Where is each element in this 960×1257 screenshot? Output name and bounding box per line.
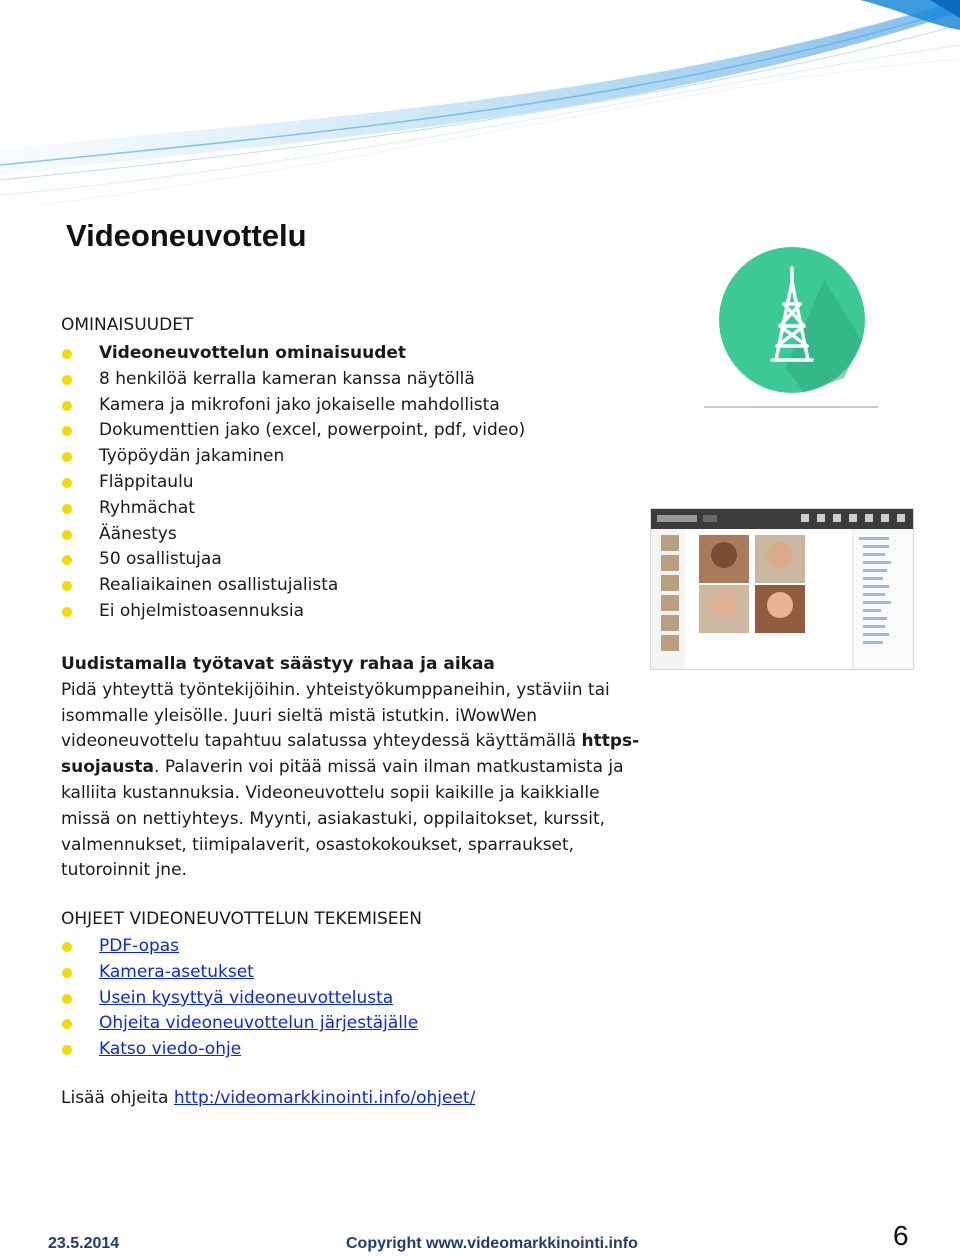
bullet-icon: [62, 530, 72, 540]
list-item: Dokumenttien jako (excel, powerpoint, pdf, video): [61, 418, 525, 444]
more-link[interactable]: http:/videomarkkinointi.info/ohjeet/: [173, 1088, 476, 1108]
instructions-list: [61, 934, 418, 1063]
list-item: [61, 1037, 418, 1063]
bullet-icon: [62, 994, 72, 1004]
tower-icon: [704, 240, 878, 406]
list-item: Videoneuvottelun ominaisuudet: [61, 341, 525, 367]
body-paragraph: [61, 652, 651, 884]
page-number: 6: [893, 1220, 909, 1251]
instructions-heading: OHJEET VIDEONEUVOTTELUN TEKEMISEEN: [61, 909, 423, 929]
meeting-room-screenshot: [650, 508, 914, 670]
bullet-icon: [62, 504, 72, 514]
bullet-icon: [62, 555, 72, 565]
body-heading: Uudistamalla työtavat säästyy rahaa ja aikaa: [61, 654, 495, 674]
list-item: Ryhmächat: [61, 496, 525, 522]
bullet-icon: [62, 942, 72, 952]
video-conference-image: [651, 509, 913, 669]
list-item: [61, 1011, 418, 1037]
bullet-icon: [62, 426, 72, 436]
bullet-icon: [62, 452, 72, 462]
link-faq[interactable]: Usein kysyttyä videoneuvottelusta: [99, 987, 394, 1008]
body-text-part: . Palaverin voi pitää missä vain ilman matkustamista ja kalliita kustannuksia. Videoneuvottelu sopii kaikille ja kaikkialle missä on nettiyhteys. Myynti, asiakastuki, oppilaitokset, kurssit, valmennukset, tiimipalaverit, osastokokoukset, sparraukset, tutoroinnit jne.: [61, 757, 624, 881]
list-item: Työpöydän jakaminen: [61, 444, 525, 470]
page-title: Videoneuvottelu: [66, 218, 307, 253]
link-pdf-guide[interactable]: PDF-opas: [99, 936, 180, 956]
features-heading: OMINAISUUDET: [61, 315, 194, 335]
list-item: Realiaikainen osallistujalista: [61, 573, 525, 599]
list-item: Äänestys: [61, 522, 525, 548]
list-item: Ei ohjelmistoasennuksia: [61, 599, 525, 625]
list-item: [61, 986, 418, 1012]
footer-date: 23.5.2014: [48, 1235, 120, 1252]
bullet-icon: [62, 1019, 72, 1029]
more-label: Lisää ohjeita: [61, 1088, 174, 1108]
bullet-icon: [62, 968, 72, 978]
body-text-part: Pidä yhteyttä työntekijöihin. yhteistyökumppaneihin, ystäviin tai isommalle yleisölle. Juuri sieltä mistä istutkin. iWowWen videoneuvottelu tapahtuu salatussa yhteydessä käyttämällä: [61, 679, 610, 752]
list-item: Fläppitaulu: [61, 470, 525, 496]
link-camera-settings[interactable]: Kamera-asetukset: [99, 961, 254, 982]
list-item: 50 osallistujaa: [61, 547, 525, 573]
bullet-icon: [62, 478, 72, 488]
body-strong: https-suojausta: [61, 731, 640, 778]
bullet-icon: [62, 607, 72, 617]
list-item: [61, 960, 418, 986]
bullet-icon: [62, 401, 72, 411]
link-video-guide[interactable]: Katso viedo-ohje: [99, 1039, 242, 1060]
bullet-icon: [62, 1045, 72, 1055]
link-organizer-guide[interactable]: Ohjeita videoneuvottelun järjestäjälle: [99, 1013, 419, 1034]
features-list: [61, 341, 525, 625]
list-item: [61, 934, 418, 960]
list-item: 8 henkilöä kerralla kameran kanssa näytöllä: [61, 367, 525, 393]
footer-copyright: Copyright www.videomarkkinointi.info: [346, 1235, 638, 1252]
bullet-icon: [62, 581, 72, 591]
bullet-icon: [62, 375, 72, 385]
app-logo: [704, 240, 878, 408]
list-item: Kamera ja mikrofoni jako jokaiselle mahdollista: [61, 393, 525, 419]
header-swoosh-decoration: [0, 0, 960, 210]
more-instructions: [61, 1088, 475, 1108]
bullet-icon: [62, 349, 72, 359]
